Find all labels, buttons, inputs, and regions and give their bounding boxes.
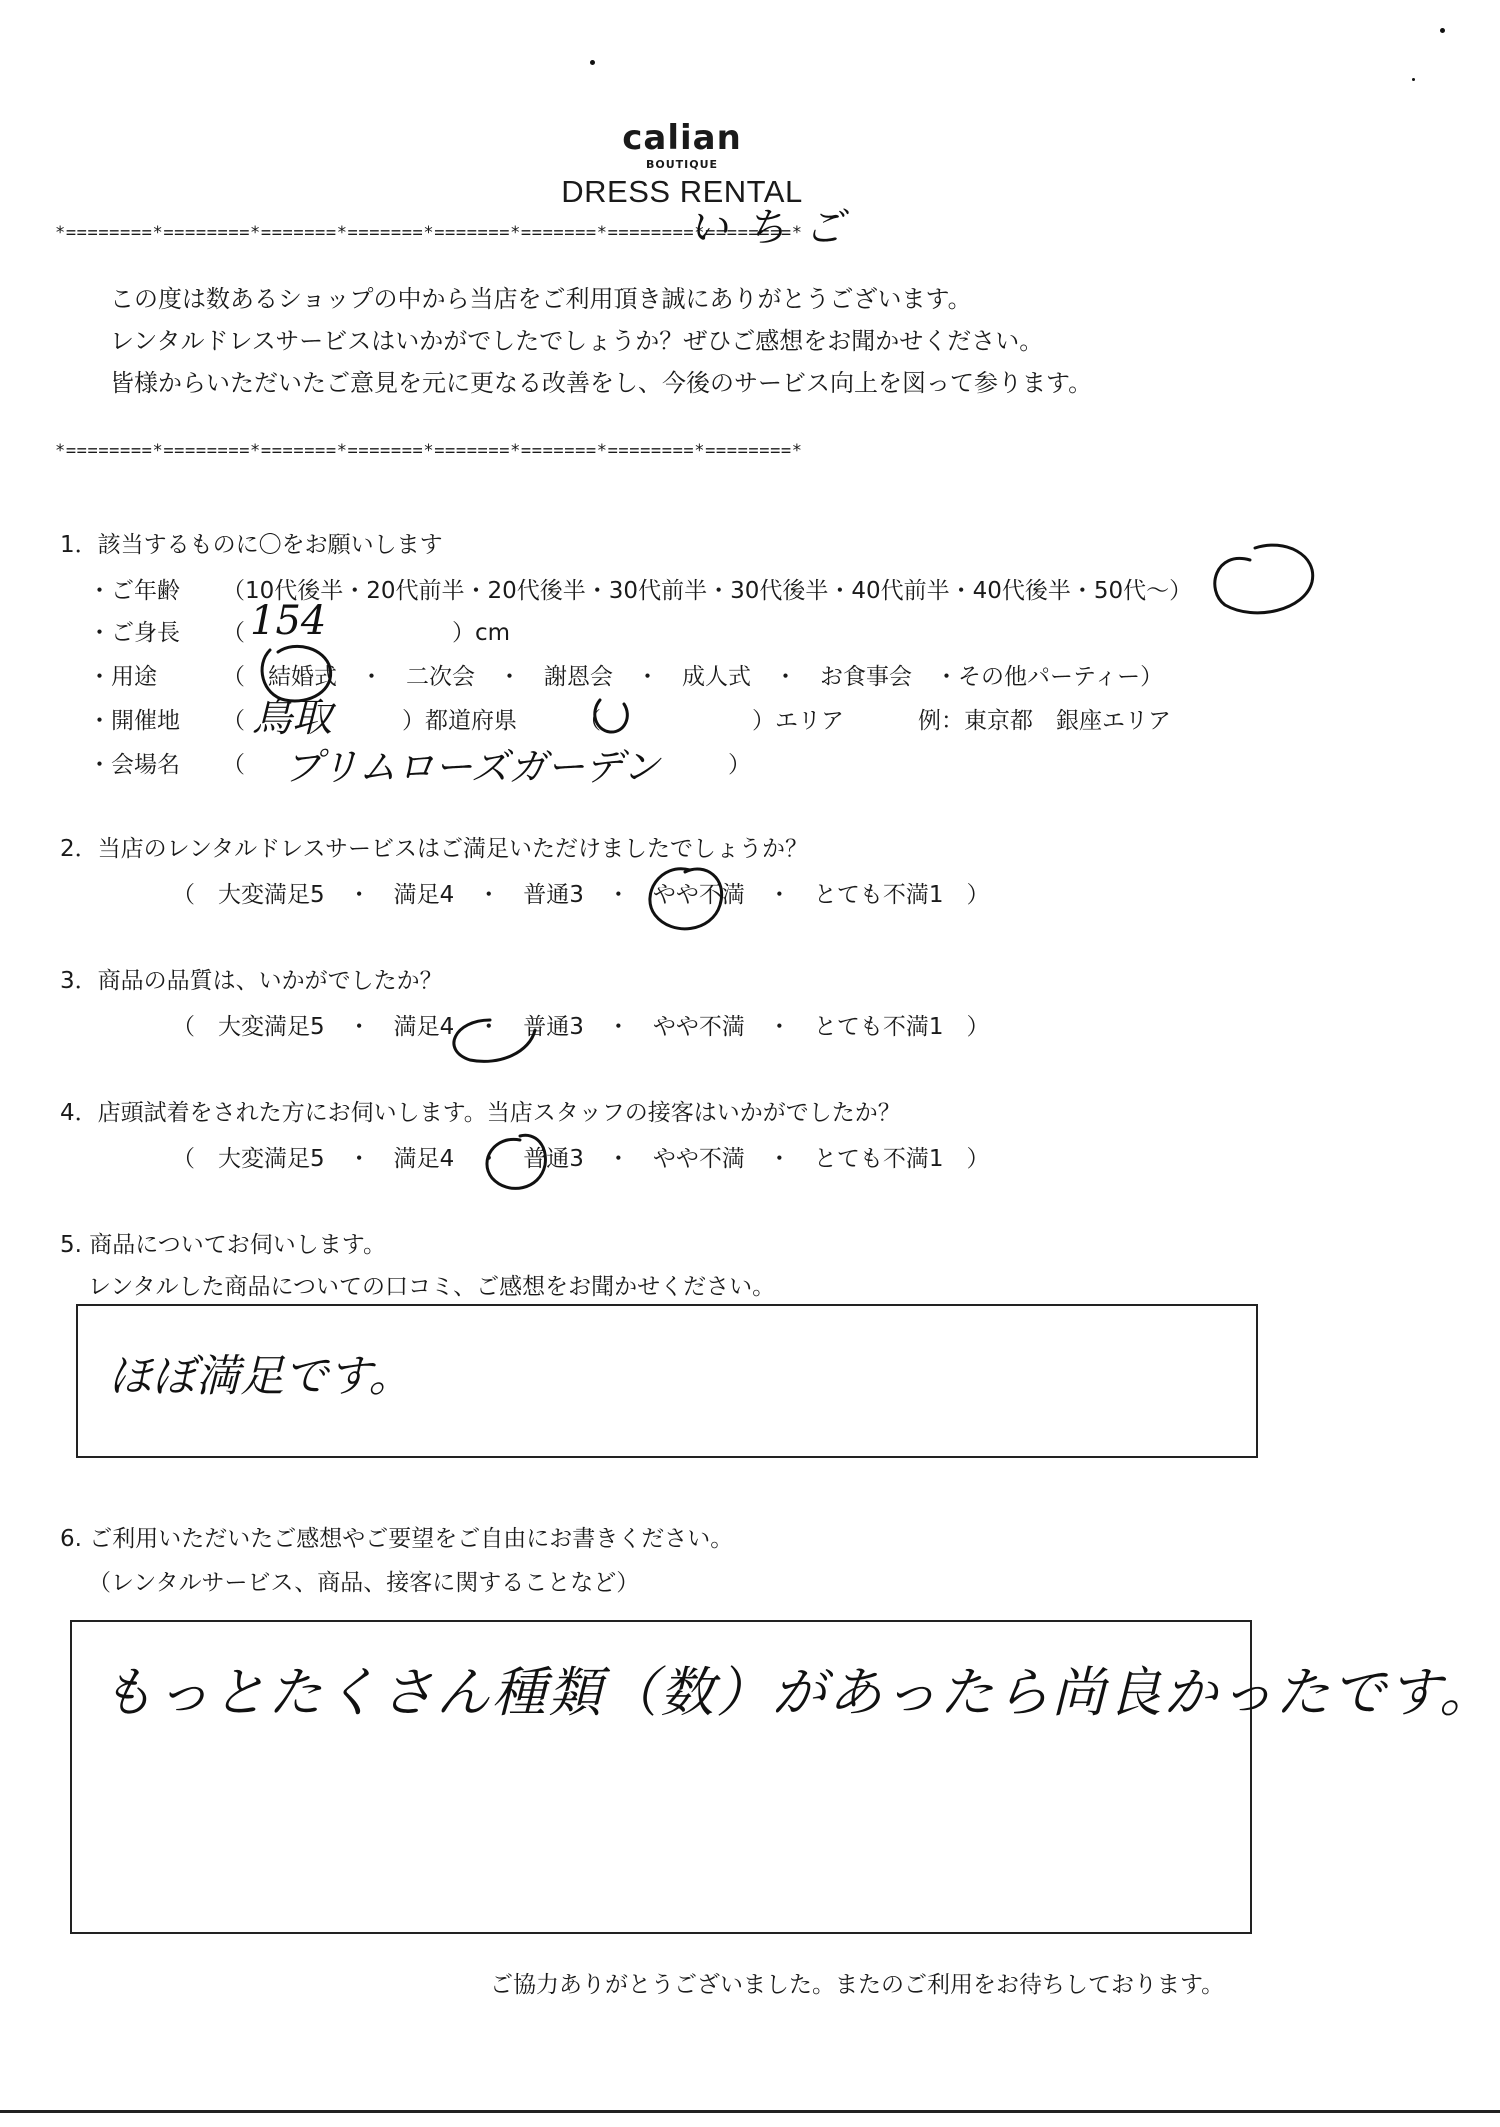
area-example: 例：東京都 銀座エリア: [918, 708, 1171, 734]
intro-line: レンタルドレスサービスはいかがでしたでしょうか？ぜひご感想をお聞かせください。: [110, 327, 1044, 355]
q6-answer: もっとたくさん種類（数）があったら尚良かったです。: [100, 1661, 1496, 1724]
area-suffix: ）エリア: [752, 708, 844, 734]
intro-line: 皆様からいただいたご意見を元に更なる改善をし、今後のサービス向上を図って参ります。: [110, 369, 1093, 397]
brand-title: DRESS RENTAL: [561, 174, 803, 209]
venue-name-close: ）: [728, 752, 751, 778]
brand-sub: BOUTIQUE: [645, 158, 719, 171]
height-open-paren: （: [222, 620, 245, 646]
venue-name-value[interactable]: プリムローズガーデン: [284, 745, 660, 789]
height-label: ・ご身長: [88, 620, 180, 646]
q5-title: 5. 商品についてお伺いします。: [60, 1232, 386, 1258]
scan-edge: [0, 2110, 1500, 2113]
q6-subtitle: （レンタルサービス、商品、接客に関することなど）: [88, 1570, 640, 1596]
scan-speck: [1440, 28, 1445, 33]
q2-options[interactable]: （ 大変満足5 ・ 満足4 ・ 普通3 ・ やや不満 ・ とても不満1 ）: [172, 882, 990, 908]
q4-options[interactable]: （ 大変満足5 ・ 満足4 ・ 普通3 ・ やや不満 ・ とても不満1 ）: [172, 1146, 990, 1172]
divider-top: *========*========*=======*=======*=======*=======*========*========*: [55, 223, 803, 243]
prefecture-value[interactable]: 鳥取: [252, 695, 332, 741]
age-label: ・ご年齢: [88, 578, 180, 604]
age-selected-circle: [1215, 545, 1313, 613]
q6-title: 6. ご利用いただいたご感想やご要望をご自由にお書きください。: [60, 1526, 734, 1552]
q1-title: 1．該当するものに〇をお願いします: [60, 532, 443, 558]
prefecture-suffix: ）都道府県: [402, 708, 517, 734]
venue-name-open: （: [222, 752, 245, 778]
q4-title: 4．店頭試着をされた方にお伺いします。当店スタッフの接客はいかがでしたか？: [60, 1100, 901, 1126]
area-open: （: [578, 708, 601, 734]
purpose-label: ・用途: [88, 664, 157, 690]
venue-area-open: （: [222, 708, 245, 734]
intro-line: この度は数あるショップの中から当店をご利用頂き誠にありがとうございます。: [110, 285, 972, 313]
brand-logo: calian: [622, 118, 742, 158]
height-value[interactable]: 154: [250, 598, 327, 644]
q5-subtitle: レンタルした商品についての口コミ、ご感想をお聞かせください。: [88, 1274, 776, 1300]
q3-title: 3．商品の品質は、いかがでしたか？: [60, 968, 443, 994]
divider-bottom: *========*========*=======*=======*=======*=======*========*========*: [55, 441, 803, 461]
scan-speck: [1412, 78, 1415, 81]
q5-answer: ほぼ満足です。: [108, 1351, 413, 1402]
purpose-options[interactable]: （ 結婚式 ・ 二次会 ・ 謝恩会 ・ 成人式 ・ お食事会 ・その他パーティー）: [222, 664, 1164, 690]
q3-options[interactable]: （ 大変満足5 ・ 満足4 ・ 普通3 ・ やや不満 ・ とても不満1 ）: [172, 1014, 990, 1040]
handwritten-header: いちご: [688, 205, 862, 251]
age-options[interactable]: （10代後半・20代前半・20代後半・30代前半・30代後半・40代前半・40代後半・50代～）: [222, 578, 1193, 604]
q2-title: 2．当店のレンタルドレスサービスはご満足いただけましたでしょうか？: [60, 836, 808, 862]
scan-speck: [590, 60, 595, 65]
height-unit: ）cm: [452, 620, 511, 646]
venue-name-label: ・会場名: [88, 752, 180, 778]
footer-thanks: ご協力ありがとうございました。またのご利用をお待ちしております。: [490, 1972, 1225, 1998]
venue-area-label: ・開催地: [88, 708, 180, 734]
